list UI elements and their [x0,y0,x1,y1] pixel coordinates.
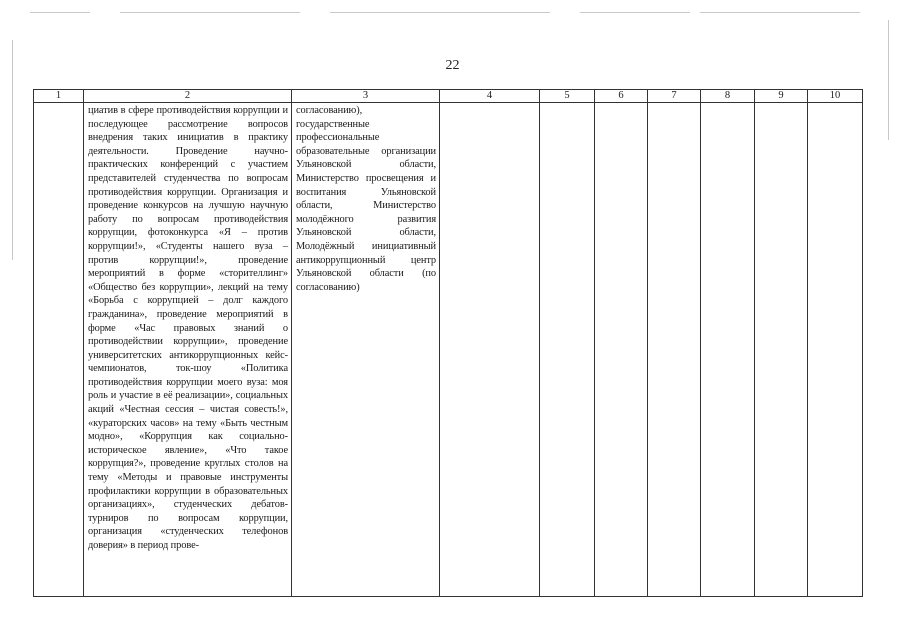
column-header-5: 5 [540,90,595,103]
cell-col-6 [595,103,648,597]
responsible-executors: согласованию), государственные профессиональные образовательные организации Ульяновской области, Министерство просвещения и воспитания Ульяновской области, Министерство молодёжного развития Ульяновской области, Молодёжный инициативный антикоррупционный центр Ульяновской области (по согласованию) [296,105,436,293]
column-header-4: 4 [440,90,540,103]
cell-col-8 [701,103,755,597]
column-header-3: 3 [292,90,440,103]
column-header-1: 1 [34,90,84,103]
cell-text-col-4 [440,103,539,104]
cell-col-7 [648,103,701,597]
column-header-6: 6 [595,90,648,103]
cell-text-col-10 [808,103,862,104]
cell-col-3 [292,103,440,597]
cell-col-2 [84,103,292,597]
column-header-2: 2 [84,90,292,103]
cell-text-col-7 [648,103,700,104]
page-number: 22 [445,58,460,73]
cell-col-5 [540,103,595,597]
cell-text-col-6 [595,103,647,104]
column-header-8: 8 [701,90,755,103]
cell-col-9 [755,103,808,597]
column-header-9: 9 [755,90,808,103]
cell-text-col-1 [34,103,83,104]
table-header [34,90,863,103]
column-header-10: 10 [808,90,863,103]
cell-col-4 [440,103,540,597]
plan-table [33,89,863,597]
header-row [34,90,863,103]
measure-description: циатив в сфере противодействия коррупции и последующее рассмотрение вопросов внедрения таких инициатив в практику деятельности. Проведение научно-практических конференций с участием представителей студенчества по вопросам противодействия коррупции. Организация и проведение конкурсов на лучшую научную работу по вопросам противодействия коррупции, фотоконкурса «Я – против коррупции!», «Студенты нашего вуза – против коррупции!», проведение мероприятий в форме «сторителлинг» «Общество без коррупции», лекций на тему «Борьба с коррупцией – долг каждого гражданина», проведение мероприятий в форме «Час правовых знаний о противодействии коррупции», проведение университетских антикоррупционных кейс-чемпионатов, ток-шоу «Политика противодействия коррупции моего вуза: моя роль и участие в её реализации», социальных акций «Честная сессия – чистая совесть!», «кураторских часов» на тему «Быть честным модно», «Коррупция как социально-историческое явление», «Что такое коррупция?», проведение круглых столов на тему «Методы и правовые инструменты профилактики коррупции в образовательных организациях», студенческих дебатов-турниров по вопросам коррупции, организация «студенческих телефонов доверия» в период прове- [88,105,288,551]
cell-text-col-8 [701,103,754,104]
cell-text-col-9 [755,103,807,104]
cell-col-10 [808,103,863,597]
cell-col-1 [34,103,84,597]
cell-text-col-5 [540,103,594,104]
table-row [34,103,863,597]
column-header-7: 7 [648,90,701,103]
